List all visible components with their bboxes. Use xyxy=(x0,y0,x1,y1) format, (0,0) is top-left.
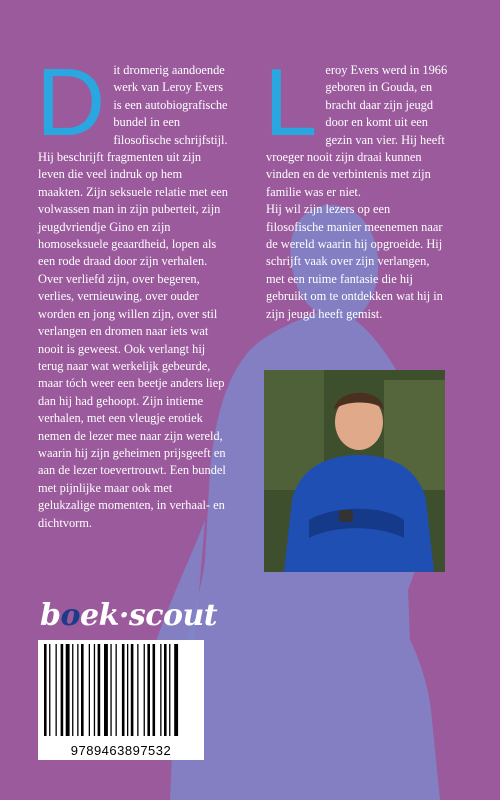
barcode-bars xyxy=(38,640,204,740)
isbn-barcode xyxy=(38,640,204,760)
author-bio-paragraph-1: eroy Evers werd in 1966 geboren in Gouda, en bracht daar zijn jeugd door en komt uit een gezin van vier. Hij heeft vroeger nooit zijn draai kunnen vinden en de verbintenis met zijn familie was er niet. xyxy=(266,63,448,199)
description-column xyxy=(36,49,228,532)
author-portrait-illustration xyxy=(264,370,445,572)
isbn-number: 9789463897532 xyxy=(70,743,172,758)
author-bio-paragraph-2: Hij wil zijn lezers op een filosofische manier meenemen naar de wereld waarin hij opgroeide. Hij schrijft vaak over zijn verlangen, met een ruime fantasie die hij gebruikt om te ontdekken wat hij in zijn jeugd heeft gemist. xyxy=(266,202,443,321)
dropcap-d: D xyxy=(36,49,106,156)
publisher-logo: boek·scout xyxy=(40,598,218,633)
author-photo xyxy=(264,370,445,572)
book-description: it dromerig aandoende werk van Leroy Evers is een autobiografische bundel in een filosofische schrijfstijl. Hij beschrijft fragmenten uit zijn leven die veel indruk op hem maakten. Zijn seksuele relatie met een volwassen man in zijn puberteit, zijn jeugdvriendje Gino en zijn homoseksuele geaardheid, lopen als een rode draad door zijn verhalen. Over verliefd zijn, over begeren, verlies, vernieuwing, over ouder worden en jong willen zijn, over stil verlangen en dromen naar iets wat nooit is geweest. Ook verlangt hij terug naar wat werkelijk gebeurde, maar tóch weer een beetje anders liep dan hij had gehoopt. Zijn intieme verhalen, met een vleugje erotiek nemen de lezer mee naar zijn wereld, waarin hij zijn geheimen prijsgeeft en aan de lezer toevertrouwt. Een bundel met pijnlijke maar ook met gelukzalige momenten, in verhaal- en dichtvorm. xyxy=(38,63,228,530)
dropcap-l: L xyxy=(264,49,318,156)
author-bio-column xyxy=(264,49,448,323)
